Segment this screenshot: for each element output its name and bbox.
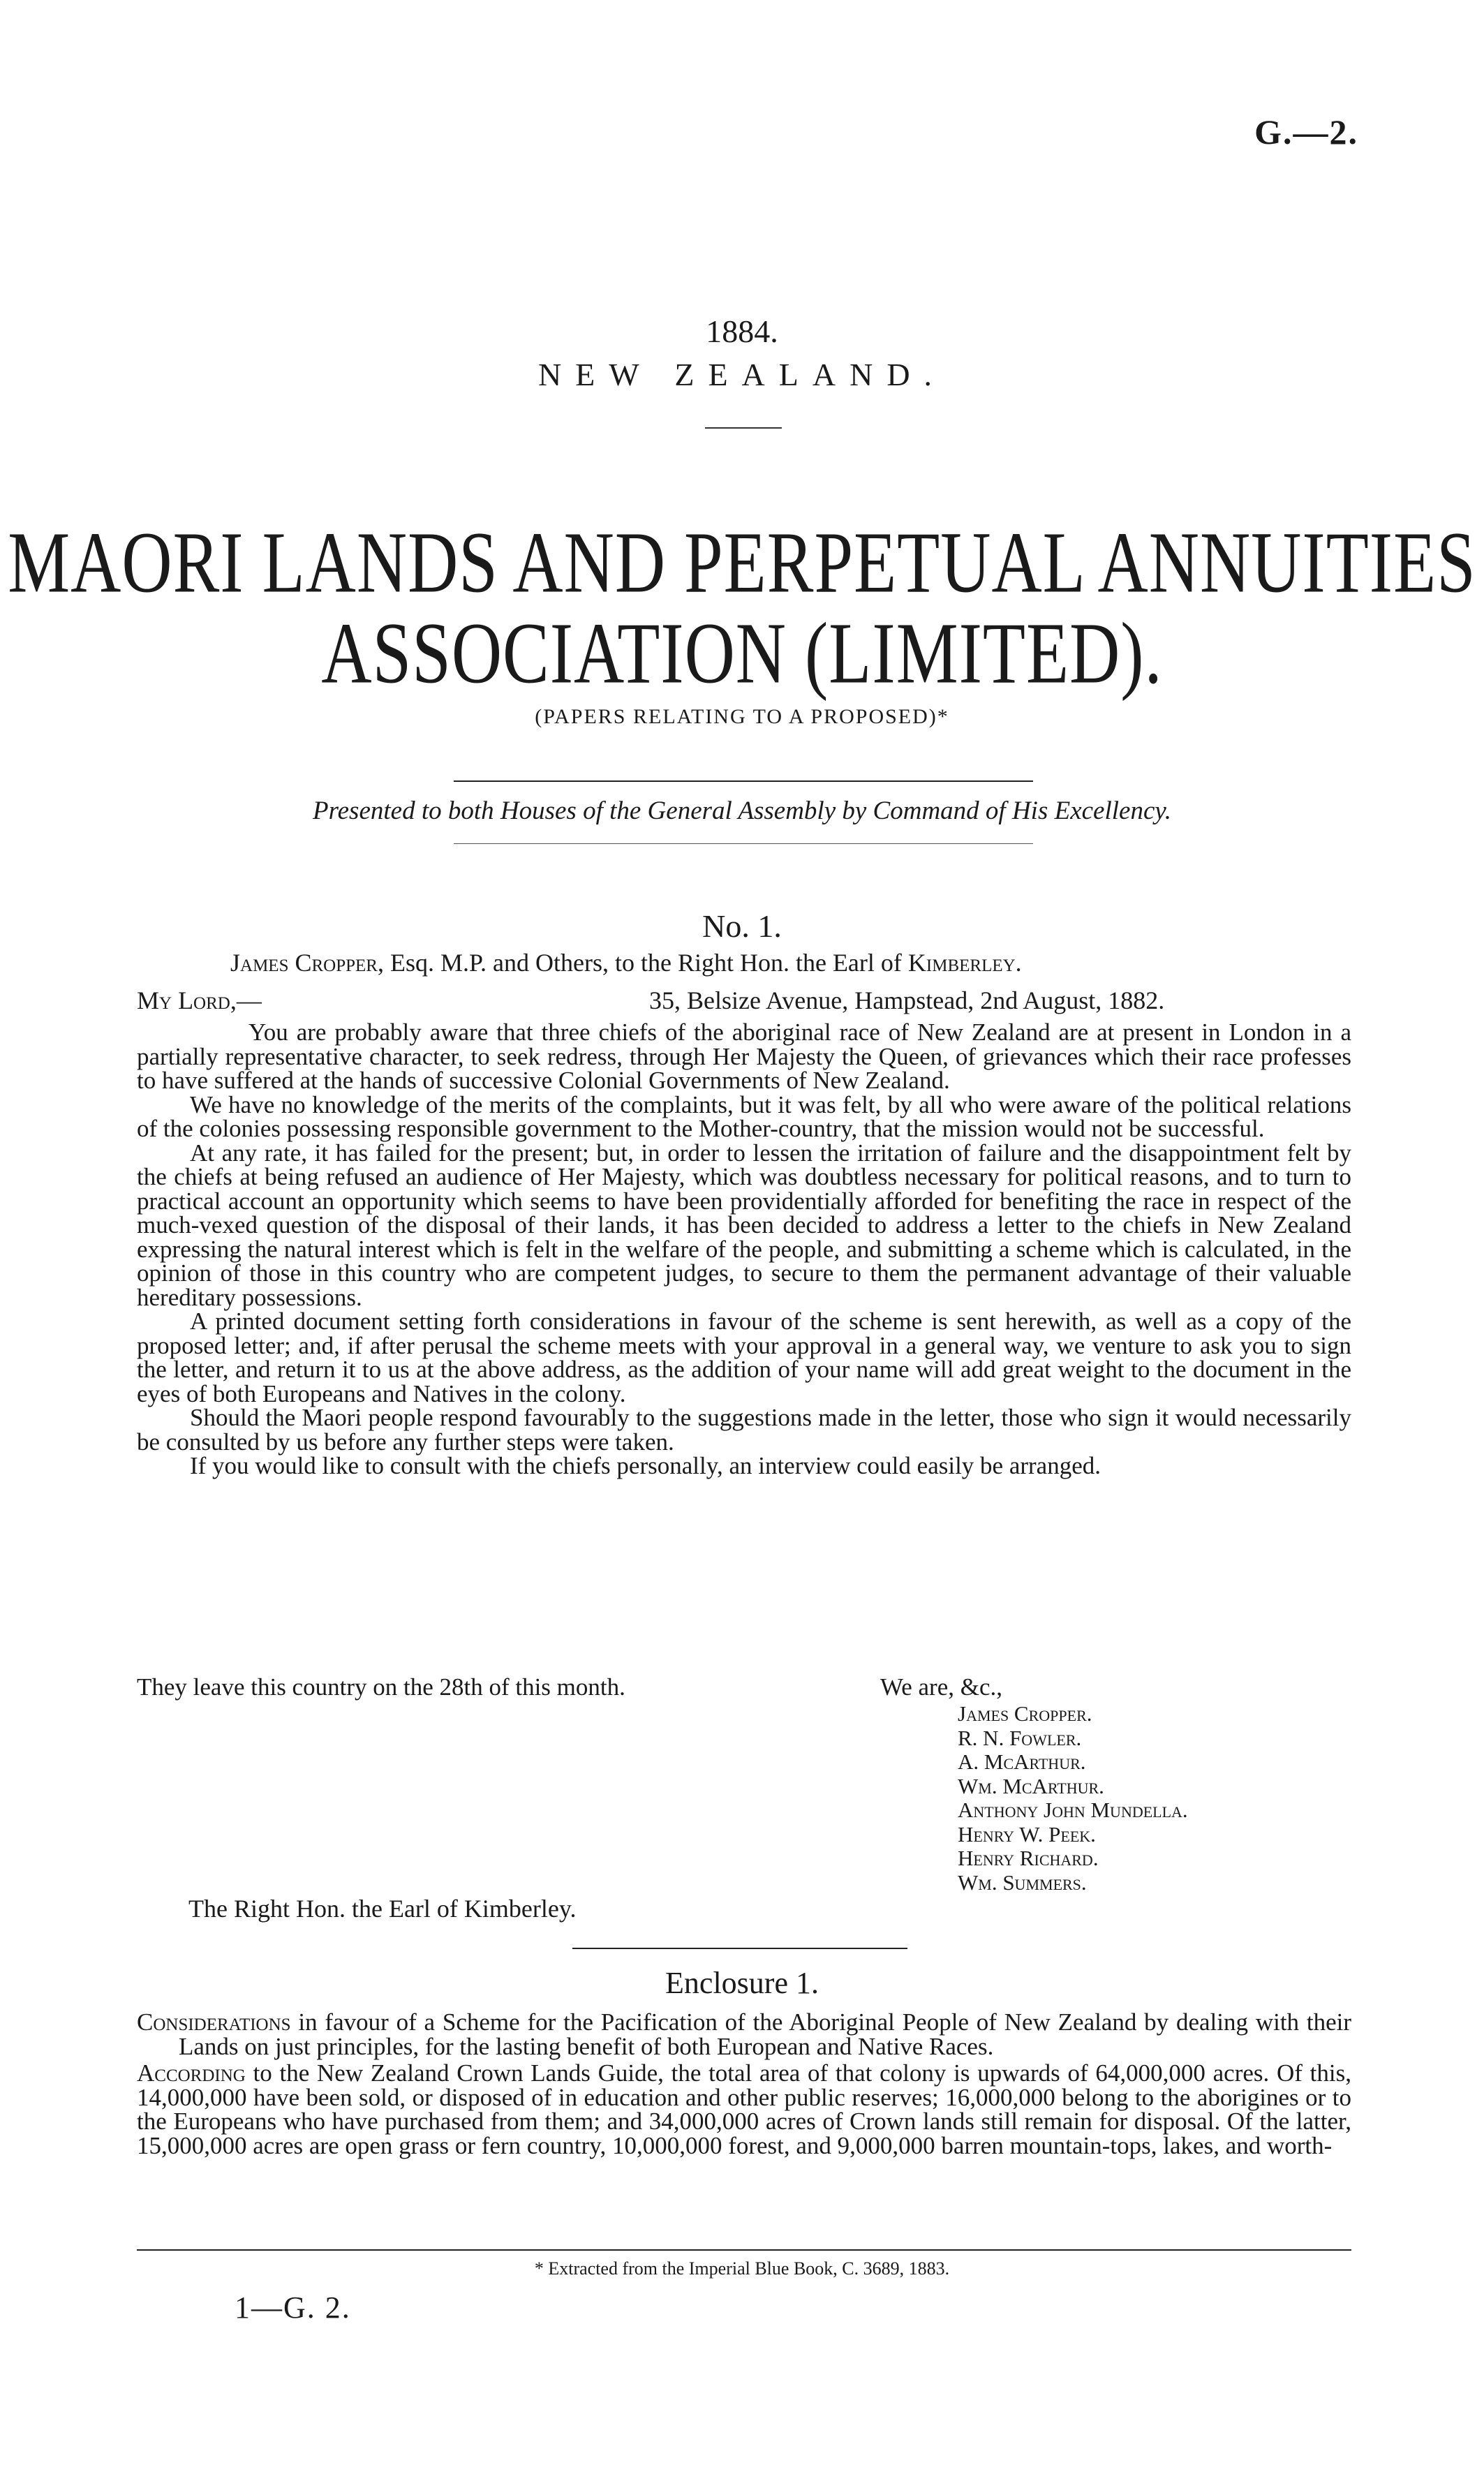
enclosure-body: [137, 2008, 1351, 2159]
footnote: * Extracted from the Imperial Blue Book, C. 3689, 1883.: [534, 2258, 950, 2279]
enclosure-title: Enclosure 1.: [665, 1966, 819, 2000]
divider: [705, 427, 782, 429]
paragraph: Should the Maori people respond favourably to the suggestions made in the letter, those who sign it would necessarily be consulted by us before any further steps were taken.: [137, 1404, 1351, 1456]
paragraph: A printed document setting forth considerations in favour of the scheme is sent herewith, as well as a copy of the proposed letter; and, if after perusal the scheme meets with your approval in a general way, we venture to ask you to sign the letter, and return it to us at the above address, as the addition of your name will add great weight to the document in the eyes of both Europeans and Natives in the colony.: [137, 1308, 1351, 1407]
dateline: 35, Belsize Avenue, Hampstead, 2nd August, 1882.: [649, 986, 1165, 1014]
letter-heading: [230, 948, 1022, 977]
divider: [454, 780, 1033, 782]
letter-number: No. 1.: [702, 908, 782, 944]
signatory: Wm. Summers.: [958, 1870, 1087, 1895]
document-title-line-1: MAORI LANDS AND PERPETUAL ANNUITIES: [8, 514, 1476, 611]
divider: [572, 1948, 907, 1949]
letter-heading-text: , Esq. M.P. and Others, to the Right Hon. the Earl of: [377, 949, 908, 977]
enclosure-heading-text: in favour of a Scheme for the Pacification of the Aboriginal People of New Zealand by dealing with their Lands on just principles, for the lasting benefit of both European and Native Races.: [179, 2008, 1351, 2060]
closing-valediction: We are, &c.,: [880, 1673, 1002, 1701]
enclosure-heading: [137, 2008, 1351, 2060]
addressee: The Right Hon. the Earl of Kimberley.: [188, 1895, 577, 1923]
letter-body: [137, 1021, 1351, 1479]
signatory: Henry W. Peek.: [958, 1821, 1096, 1846]
page-signature: 1—G. 2.: [235, 2290, 351, 2325]
enclosure-heading-lead: Considerations: [137, 2008, 291, 2036]
paragraph-text: to the New Zealand Crown Lands Guide, the total area of that colony is upwards of 64,000,000 acres. Of this, 14,000,000 have been sold, or disposed of in education and other public reserves; 16,000,000 belong to the aborigines or to the Europeans who have purchased from them; and 34,000,000 acres of Crown lands still remain for disposal. Of the latter, 15,000,000 acres are open grass or fern country, 10,000,000 forest, and 9,000,000 barren mountain-tops, lakes, and worth-: [137, 2059, 1351, 2159]
salutation: My Lord,—: [137, 986, 262, 1014]
paragraph: At any rate, it has failed for the present; but, in order to lessen the irritation of failure and the disappointment felt by the chiefs at being refused an audience of Her Majesty, which was doubtless necessary for political reasons, and to turn to practical account an opportunity which seems to have been providentially afforded for benefiting the race in respect of the much-vexed question of the disposal of their lands, it has been decided to address a letter to the chiefs in New Zealand expressing the natural interest which is felt in the welfare of the people, and submitting a scheme which is calculated, in the opinion of those in this country who are competent judges, to secure to them the permanent advantage of their valuable hereditary possessions.: [137, 1139, 1351, 1311]
paragraph: We have no knowledge of the merits of the complaints, but it was felt, by all who were aware of the political relations of the colonies possessing responsible government to the Mother-country, that the mission would not be successful.: [137, 1090, 1351, 1142]
letter-sender: James Cropper: [230, 949, 378, 977]
signatory: James Cropper.: [958, 1701, 1092, 1726]
divider: [454, 843, 1033, 844]
divider: [137, 2249, 1351, 2251]
document-subtitle: (PAPERS RELATING TO A PROPOSED)*: [535, 705, 949, 728]
page-reference: G.—2.: [1254, 112, 1358, 151]
signatory: A. McArthur.: [958, 1749, 1086, 1774]
document-title-line-2: ASSOCIATION (LIMITED).: [321, 605, 1163, 702]
paragraph: [137, 2061, 1351, 2158]
year: 1884.: [706, 313, 778, 349]
signatory: Henry Richard.: [958, 1846, 1099, 1870]
closing-left: They leave this country on the 28th of this month.: [137, 1673, 625, 1701]
paragraph-lead: According: [137, 2059, 246, 2087]
signatories: [958, 1702, 1188, 1895]
signatory: Wm. McArthur.: [958, 1773, 1104, 1798]
letter-recipient: Kimberley.: [907, 949, 1022, 977]
presented-line: Presented to both Houses of the General Assembly by Command of His Excellency.: [313, 797, 1171, 825]
signatory: Anthony John Mundella.: [958, 1798, 1188, 1822]
country-heading: NEW ZEALAND.: [537, 357, 947, 392]
signatory: R. N. Fowler.: [958, 1725, 1082, 1750]
paragraph: You are probably aware that three chiefs of the aboriginal race of New Zealand are at present in London in a partially representative character, to seek redress, through Her Majesty the Queen, of grievances which their race professes to have suffered at the hands of successive Colonial Governments of New Zealand.: [137, 1019, 1351, 1094]
paragraph: If you would like to consult with the chiefs personally, an interview could easily be arranged.: [190, 1452, 1101, 1479]
